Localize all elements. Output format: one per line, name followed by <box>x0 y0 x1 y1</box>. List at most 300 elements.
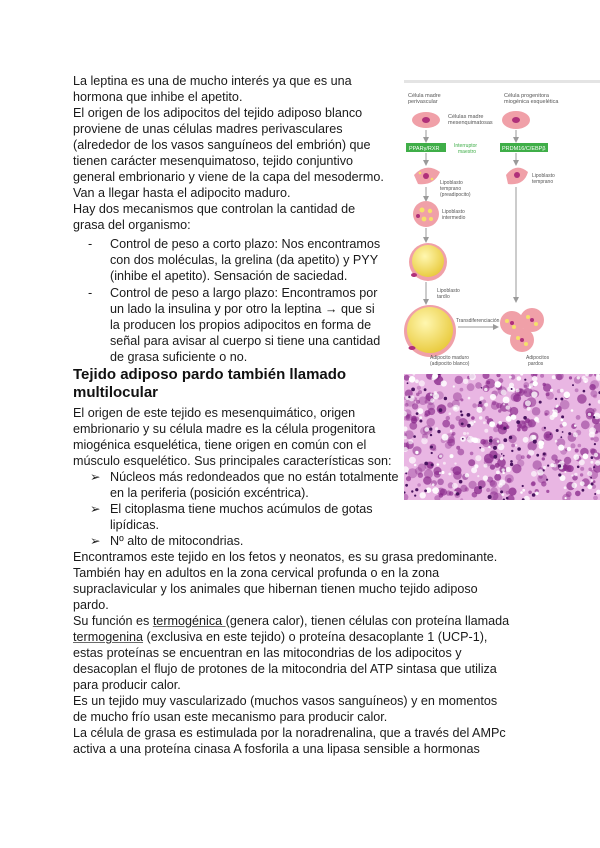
brown-nucleus-1 <box>510 321 514 325</box>
micrograph-lipid-vacuole <box>525 400 531 406</box>
micrograph-nucleus <box>479 486 482 489</box>
micrograph-lipid-vacuole <box>594 453 598 457</box>
micrograph-lipid-vacuole <box>558 445 564 451</box>
micrograph-lipid-vacuole <box>564 392 571 399</box>
micrograph-nucleus <box>407 382 409 384</box>
paragraph-4-line-1-start: Su función es <box>73 614 153 628</box>
micrograph-lipid-vacuole <box>466 432 469 435</box>
micrograph-lipid-vacuole <box>424 427 429 432</box>
list-2-item-2-line-2: lipídicas. <box>110 518 159 532</box>
label-stem-center-2: mesenquimatosas <box>448 120 493 126</box>
micrograph-lipid-vacuole <box>463 432 466 435</box>
micrograph-lipid-vacuole <box>543 466 546 469</box>
micrograph-nucleus <box>419 420 422 423</box>
micrograph-nucleus <box>524 379 526 381</box>
micrograph-lipid-vacuole <box>454 462 456 464</box>
label-lipoblast-early-1: Lipoblasto <box>440 180 463 186</box>
micrograph-stain-spot <box>450 424 455 429</box>
micrograph-stain-spot <box>469 481 477 489</box>
micrograph-lipid-vacuole <box>573 454 579 460</box>
micrograph-nucleus <box>558 473 561 476</box>
brown-droplet-4 <box>534 322 538 326</box>
brown-droplet-2 <box>512 325 516 329</box>
micrograph-stain-spot <box>453 471 462 480</box>
micrograph-nucleus <box>479 401 482 404</box>
micrograph-stain-spot <box>524 420 533 429</box>
micrograph-lipid-vacuole <box>537 420 540 423</box>
micrograph-lipid-vacuole <box>484 403 488 407</box>
micrograph-lipid-vacuole <box>430 393 433 396</box>
micrograph-nucleus <box>509 436 512 439</box>
micrograph-lipid-vacuole <box>468 397 471 400</box>
micrograph-lipid-vacuole <box>432 483 435 486</box>
brown-droplet-6 <box>524 342 528 346</box>
mature-adipocyte-nucleus <box>409 346 416 350</box>
micrograph-stain-spot <box>508 435 516 443</box>
micrograph-lipid-vacuole <box>450 454 454 458</box>
list-1-marker-2: - <box>88 286 93 300</box>
micrograph-stain-spot <box>517 460 524 467</box>
micrograph-stain-spot <box>485 416 489 420</box>
paragraph-1-line-4: proviene de unas células madres perivasculares <box>73 122 343 136</box>
micrograph-nucleus <box>591 483 594 486</box>
micrograph-nucleus <box>572 384 574 386</box>
brown-droplet-1 <box>505 319 509 323</box>
micrograph-nucleus <box>461 414 464 417</box>
micrograph-stain-spot <box>575 388 579 392</box>
micrograph-lipid-vacuole <box>550 389 553 392</box>
micrograph-stain-spot <box>494 474 501 481</box>
list-2-item-1-line-2: en la periferia (posición excéntrica). <box>110 486 309 500</box>
paragraph-2-line-3: miogénica esquelética, tiene origen en común con el <box>73 438 367 452</box>
micrograph-lipid-vacuole <box>520 491 523 494</box>
label-stem-left-1: Célula madre <box>408 93 441 99</box>
micrograph-nucleus <box>543 469 545 471</box>
micrograph-stain-spot <box>490 487 498 495</box>
micrograph-nucleus <box>568 432 571 435</box>
late-lipoblast-droplet <box>412 245 444 277</box>
section-heading-line-1: Tejido adiposo pardo también llamado <box>73 366 347 383</box>
list-1-item-2-line-3: la producen los propios adipocitos en forma de <box>110 318 372 332</box>
micrograph-lipid-vacuole <box>531 391 537 397</box>
micrograph-nucleus <box>546 479 548 481</box>
micrograph-stain-spot <box>447 402 453 408</box>
paragraph-4-line-9: activa a una proteína cinasa A fosforila a una lipasa sensible a hormonas <box>73 742 480 756</box>
micrograph-nucleus <box>489 439 493 443</box>
paragraph-4-line-2 <box>73 629 487 645</box>
label-lipoblast-late-1: Lipoblasto <box>437 288 460 294</box>
micrograph-lipid-vacuole <box>430 398 434 402</box>
brown-adipose-micrograph <box>404 374 600 500</box>
micrograph-nucleus <box>424 489 427 492</box>
micrograph-lipid-vacuole <box>561 419 564 422</box>
micrograph-stain-spot <box>517 428 521 432</box>
micrograph-nucleus <box>544 427 546 429</box>
micrograph-lipid-vacuole <box>503 397 510 404</box>
micrograph-nucleus <box>414 495 416 497</box>
micrograph-stain-spot <box>528 491 532 495</box>
micrograph-lipid-vacuole <box>527 407 531 411</box>
micrograph-lipid-vacuole <box>477 407 483 413</box>
micrograph-lipid-vacuole <box>516 389 520 393</box>
micrograph-lipid-vacuole <box>580 481 585 486</box>
list-1-item-1-line-1: Control de peso a corto plazo: Nos encontramos <box>110 237 381 251</box>
list-2-item-1-line-1: Núcleos más redondeados que no están totalmente <box>110 470 399 484</box>
early-lipoblast-nucleus <box>423 173 429 179</box>
micrograph-lipid-vacuole <box>564 471 566 473</box>
micrograph-stain-spot <box>580 467 584 471</box>
list-1-item-1-line-3: (inhibe el apetito). Sensación de saciedad. <box>110 269 348 283</box>
micrograph-stain-spot <box>442 420 450 428</box>
micrograph-lipid-vacuole <box>572 483 578 489</box>
micrograph-stain-spot <box>581 420 590 429</box>
micrograph-lipid-vacuole <box>555 406 557 408</box>
micrograph-stain-spot <box>417 386 421 390</box>
list-2-marker-3: ➢ <box>90 534 101 548</box>
micrograph-lipid-vacuole <box>571 474 573 476</box>
micrograph-stain-spot <box>406 415 410 419</box>
label-tf-center-1: Interruptor <box>454 143 478 149</box>
micrograph-stain-spot <box>468 459 475 466</box>
micrograph-nucleus <box>437 430 440 433</box>
micrograph-nucleus <box>561 415 564 418</box>
micrograph-lipid-vacuole <box>474 464 478 468</box>
paragraph-3-line-2: También hay en adultos en la zona cervical profunda o en la zona <box>73 566 440 580</box>
micrograph-lipid-vacuole <box>515 444 517 446</box>
micrograph-lipid-vacuole <box>497 440 500 443</box>
micrograph-lipid-vacuole <box>506 416 512 422</box>
micrograph-nucleus <box>479 447 481 449</box>
micrograph-stain-spot <box>415 467 423 475</box>
label-brown-lipoblast-1: Lipoblasto <box>532 173 555 179</box>
micrograph-lipid-vacuole <box>501 390 507 396</box>
paragraph-1-line-10: grasa del organismo: <box>73 218 191 232</box>
intermediate-droplet-3 <box>422 217 427 222</box>
brown-droplet-5 <box>516 336 520 340</box>
micrograph-stain-spot <box>590 390 597 397</box>
micrograph-lipid-vacuole <box>532 435 537 440</box>
micrograph-nucleus <box>462 438 464 440</box>
micrograph-nucleus <box>405 484 408 487</box>
micrograph-stain-spot <box>486 488 490 492</box>
micrograph-lipid-vacuole <box>419 380 425 386</box>
micrograph-stain-spot <box>508 488 516 496</box>
micrograph-lipid-vacuole <box>432 489 434 491</box>
micrograph-lipid-vacuole <box>490 394 496 400</box>
micrograph-stain-spot <box>543 383 546 386</box>
micrograph-nucleus <box>411 388 415 392</box>
micrograph-lipid-vacuole <box>484 464 488 468</box>
micrograph-stain-spot <box>532 407 541 416</box>
micrograph-stain-spot <box>551 454 557 460</box>
micrograph-nucleus <box>510 463 513 466</box>
micrograph-stain-spot <box>511 444 515 448</box>
micrograph-nucleus <box>523 416 527 420</box>
micrograph-lipid-vacuole <box>560 389 564 393</box>
micrograph-nucleus <box>503 427 506 430</box>
micrograph-nucleus <box>506 497 509 500</box>
micrograph-lipid-vacuole <box>498 483 503 488</box>
term-termogenica: termogénica <box>152 614 226 628</box>
micrograph-lipid-vacuole <box>501 493 504 496</box>
micrograph-nucleus <box>562 431 564 433</box>
list-1-item-2-line-2: un lado la insulina y por otro la leptina → que si <box>110 302 375 316</box>
label-stem-right-2: miogénica esquelética <box>504 99 559 105</box>
paragraph-1-line-9: Hay dos mecanismos que controlan la cantidad de <box>73 202 356 216</box>
micrograph-stain-spot <box>569 376 572 379</box>
figure-top-border <box>404 80 600 83</box>
micrograph-stain-spot <box>524 390 527 393</box>
label-stem-center-1: Células madre <box>448 114 484 120</box>
micrograph-nucleus <box>481 387 483 389</box>
micrograph-stain-spot <box>593 408 597 412</box>
micrograph-lipid-vacuole <box>577 376 580 379</box>
micrograph-nucleus <box>594 493 596 495</box>
micrograph-stain-spot <box>457 449 464 456</box>
micrograph-lipid-vacuole <box>522 489 525 492</box>
micrograph-nucleus <box>560 398 563 401</box>
late-lipoblast-nucleus <box>411 273 417 277</box>
micrograph-lipid-vacuole <box>441 380 447 386</box>
micrograph-stain-spot <box>417 483 421 487</box>
micrograph-lipid-vacuole <box>517 376 522 381</box>
micrograph-stain-spot <box>489 480 495 486</box>
micrograph-stain-spot <box>578 444 582 448</box>
micrograph-lipid-vacuole <box>421 438 428 445</box>
paragraph-3-line-4: pardo. <box>73 598 109 612</box>
micrograph-lipid-vacuole <box>496 471 500 475</box>
micrograph-lipid-vacuole <box>484 429 488 433</box>
micrograph-stain-spot <box>486 381 490 385</box>
micrograph-lipid-vacuole <box>453 405 460 412</box>
micrograph-stain-spot <box>471 416 475 420</box>
micrograph-lipid-vacuole <box>552 375 556 379</box>
micrograph-lipid-vacuole <box>498 443 505 450</box>
micrograph-stain-spot <box>495 463 500 468</box>
micrograph-stain-spot <box>458 418 467 427</box>
paragraph-4-line-2-end: (exclusiva en este tejido) o proteína desacoplante 1 (UCP-1), <box>143 630 488 644</box>
stem-cell-left-nucleus <box>422 117 430 123</box>
paragraph-3-line-3: supraclavicular y los animales que hibernan tienen mucho tejido adiposo <box>73 582 478 596</box>
list-1-item-1-line-2: con dos moléculas, la grelina (da apetito) y PYY <box>110 253 379 267</box>
micrograph-lipid-vacuole <box>500 457 503 460</box>
micrograph-lipid-vacuole <box>467 436 474 443</box>
micrograph-lipid-vacuole <box>535 492 539 496</box>
micrograph-stain-spot <box>507 478 512 483</box>
micrograph-nucleus <box>583 390 586 393</box>
micrograph-nucleus <box>590 477 592 479</box>
micrograph-lipid-vacuole <box>528 450 534 456</box>
micrograph-nucleus <box>461 423 464 426</box>
micrograph-lipid-vacuole <box>573 432 578 437</box>
micrograph-lipid-vacuole <box>443 462 446 465</box>
micrograph-lipid-vacuole <box>483 475 488 480</box>
label-lipoblast-early-3: (preadipocito) <box>440 192 471 198</box>
micrograph-stain-spot <box>460 388 464 392</box>
list-2-marker-2: ➢ <box>90 502 101 516</box>
micrograph-lipid-vacuole <box>523 437 529 443</box>
paragraph-1-line-8: Van a llegar hasta el adipocito maduro. <box>73 186 291 200</box>
micrograph-nucleus <box>424 462 428 466</box>
label-brown-cells-1: Adipocitos <box>526 355 550 361</box>
micrograph-lipid-vacuole <box>506 467 511 472</box>
micrograph-nucleus <box>424 388 427 391</box>
label-transdiff: Transdiferenciación <box>456 318 500 324</box>
micrograph-lipid-vacuole <box>502 472 505 475</box>
intermediate-nucleus <box>416 214 420 218</box>
paragraph-4-line-4: desacoplan el flujo de protones de la mitocondria del ATP sintasa que utiliza <box>73 662 497 676</box>
micrograph-stain-spot <box>544 431 554 441</box>
micrograph-nucleus <box>510 460 513 463</box>
label-mature-2: (adipocito blanco) <box>430 361 470 367</box>
micrograph-lipid-vacuole <box>552 409 554 411</box>
paragraph-1-line-2: hormona que inhibe el apetito. <box>73 90 243 104</box>
micrograph-nucleus <box>539 401 542 404</box>
section-heading-line-2: multilocular <box>73 384 159 401</box>
micrograph-stain-spot <box>544 410 549 415</box>
label-tf-left: PPARγ/RXR <box>409 146 440 152</box>
micrograph-stain-spot <box>472 492 478 498</box>
micrograph-lipid-vacuole <box>420 492 426 498</box>
intermediate-lipoblast-cell <box>413 201 439 227</box>
label-lipoblast-early-2: temprano <box>440 186 462 192</box>
list-1-item-2-line-5: de grasa suficiente o no. <box>110 350 248 364</box>
micrograph-stain-spot <box>472 403 477 408</box>
paragraph-1-line-5: (alrededor de los vasos sanguíneos del embrión) que <box>73 138 371 152</box>
micrograph-stain-spot <box>423 476 432 485</box>
mature-adipocyte-droplet <box>407 307 453 353</box>
list-1-marker-1: - <box>88 237 93 251</box>
micrograph-stain-spot <box>426 418 435 427</box>
micrograph-nucleus <box>429 428 432 431</box>
micrograph-nucleus <box>594 443 596 445</box>
micrograph-nucleus <box>501 453 503 455</box>
intermediate-droplet-2 <box>428 209 432 213</box>
micrograph-lipid-vacuole <box>502 468 505 471</box>
micrograph-image <box>404 374 600 500</box>
micrograph-nucleus <box>467 424 471 428</box>
micrograph-nucleus <box>431 463 434 466</box>
micrograph-nucleus <box>415 488 418 491</box>
micrograph-lipid-vacuole <box>463 379 468 384</box>
micrograph-nucleus <box>456 492 459 495</box>
micrograph-lipid-vacuole <box>509 376 512 379</box>
micrograph-nucleus <box>413 435 416 438</box>
micrograph-lipid-vacuole <box>433 393 439 399</box>
micrograph-lipid-vacuole <box>441 471 444 474</box>
micrograph-nucleus <box>577 466 580 469</box>
micrograph-nucleus <box>517 447 521 451</box>
list-1-item-2-line-4: señal para avisar al cuerpo si tiene una cantidad <box>110 334 381 348</box>
micrograph-lipid-vacuole <box>479 416 483 420</box>
micrograph-lipid-vacuole <box>574 424 577 427</box>
micrograph-stain-spot <box>546 392 554 400</box>
brown-nucleus-3 <box>520 338 524 342</box>
early-lipoblast-droplet-2 <box>431 178 434 181</box>
micrograph-lipid-vacuole <box>498 421 502 425</box>
list-1-item-2-line-1: Control de peso a largo plazo: Encontramos por <box>110 286 378 300</box>
micrograph-lipid-vacuole <box>532 376 538 382</box>
paragraph-4-line-5: para producir calor. <box>73 678 181 692</box>
micrograph-nucleus <box>533 440 537 444</box>
micrograph-lipid-vacuole <box>435 427 438 430</box>
paragraph-4-line-6: Es un tejido muy vascularizado (muchos vasos sanguíneos) y en momentos <box>73 694 498 708</box>
micrograph-stain-spot <box>521 455 525 459</box>
micrograph-stain-spot <box>433 448 437 452</box>
micrograph-nucleus <box>589 403 591 405</box>
micrograph-nucleus <box>503 455 505 457</box>
micrograph-nucleus <box>467 413 471 417</box>
micrograph-lipid-vacuole <box>503 403 505 405</box>
micrograph-stain-spot <box>571 443 576 448</box>
micrograph-lipid-vacuole <box>531 471 537 477</box>
micrograph-lipid-vacuole <box>552 412 558 418</box>
micrograph-lipid-vacuole <box>415 379 419 383</box>
paragraph-1-line-6: tienen carácter mesenquimatoso, tejido conjuntivo <box>73 154 354 168</box>
micrograph-lipid-vacuole <box>452 483 458 489</box>
micrograph-nucleus <box>558 464 561 467</box>
micrograph-nucleus <box>503 438 507 442</box>
micrograph-lipid-vacuole <box>414 464 417 467</box>
intermediate-droplet-4 <box>429 217 433 221</box>
label-stem-right-1: Célula progenitora <box>504 93 549 99</box>
micrograph-lipid-vacuole <box>564 486 567 489</box>
micrograph-lipid-vacuole <box>439 472 441 474</box>
paragraph-1-line-7: general embrionario y viene de la capa del mesodermo. <box>73 170 384 184</box>
micrograph-nucleus <box>547 465 549 467</box>
micrograph-stain-spot <box>427 403 435 411</box>
micrograph-stain-spot <box>492 401 497 406</box>
micrograph-lipid-vacuole <box>567 447 571 451</box>
paragraph-4-line-8: La célula de grasa es estimulada por la noradrenalina, que a través del AMPc <box>73 726 506 740</box>
micrograph-stain-spot <box>576 415 581 420</box>
micrograph-stain-spot <box>451 467 455 471</box>
early-lipoblast-droplet-1 <box>419 172 422 175</box>
micrograph-stain-spot <box>593 437 599 443</box>
paragraph-2-line-2: embrionario y su célula madre es la célula progenitora <box>73 422 376 436</box>
micrograph-lipid-vacuole <box>477 475 479 477</box>
micrograph-stain-spot <box>546 490 549 493</box>
micrograph-nucleus <box>430 446 433 449</box>
micrograph-nucleus <box>460 410 462 412</box>
micrograph-stain-spot <box>416 393 420 397</box>
micrograph-stain-spot <box>566 491 572 497</box>
micrograph-nucleus <box>555 398 557 400</box>
micrograph-stain-spot <box>591 437 594 440</box>
list-2-item-2-line-1: El citoplasma tiene muchos acúmulos de gotas <box>110 502 373 516</box>
micrograph-nucleus <box>511 450 513 452</box>
micrograph-stain-spot <box>467 383 475 391</box>
micrograph-lipid-vacuole <box>483 421 486 424</box>
micrograph-stain-spot <box>560 400 570 410</box>
brown-lipoblast-nucleus <box>514 172 520 178</box>
micrograph-lipid-vacuole <box>448 473 451 476</box>
label-lipoblast-inter-1: Lipoblasto <box>442 209 465 215</box>
label-tf-center-2: maestro <box>458 149 477 155</box>
micrograph-nucleus <box>416 412 419 415</box>
micrograph-nucleus <box>511 388 513 390</box>
micrograph-stain-spot <box>580 473 583 476</box>
micrograph-lipid-vacuole <box>480 396 484 400</box>
paragraph-1-line-1: La leptina es una de mucho interés ya que es una <box>73 74 352 88</box>
micrograph-lipid-vacuole <box>562 422 567 427</box>
label-brown-cells-2: pardos <box>528 361 544 367</box>
micrograph-nucleus <box>560 436 562 438</box>
label-tf-right: PRDM16/C/EBPβ <box>502 146 546 152</box>
micrograph-lipid-vacuole <box>588 413 591 416</box>
micrograph-nucleus <box>591 456 594 459</box>
micrograph-stain-spot <box>564 457 571 464</box>
